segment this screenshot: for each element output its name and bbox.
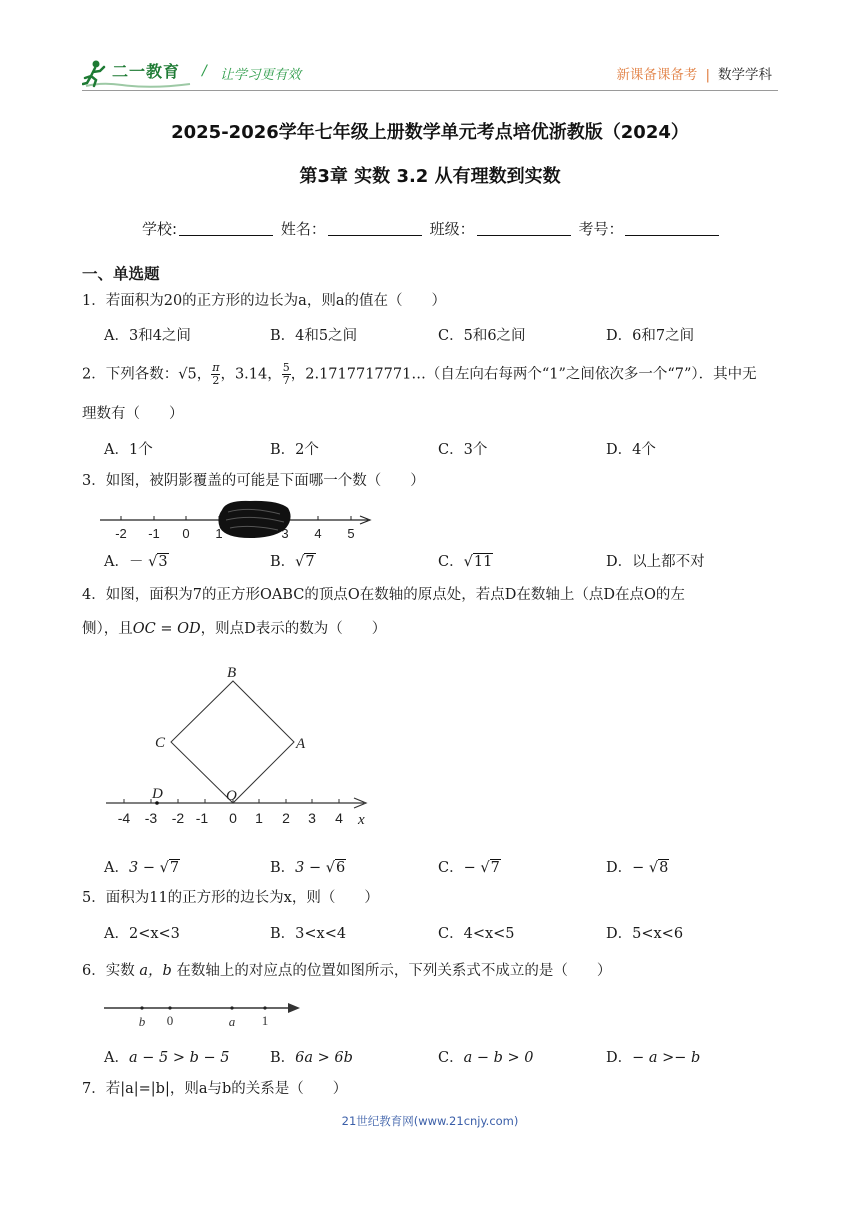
q6-point-b (140, 1006, 143, 1009)
q1-option-c: C．5和6之间 (438, 328, 526, 344)
q4-tick-label: 4 (335, 810, 343, 826)
logo-text: 二一教育 (112, 62, 181, 81)
q2-option-d: D．4个 (606, 442, 656, 458)
doc-title: 2025-2026学年七年级上册数学单元考点培优浙教版（2024） (171, 122, 689, 143)
q4-label-b: B (227, 665, 237, 681)
info-label-exam-no: 考号： (578, 220, 624, 238)
q2-prefix: 2．下列各数： (82, 366, 179, 383)
q5-option-d: D．5<x<6 (606, 926, 684, 942)
question-3-options (104, 550, 784, 572)
header-right (616, 63, 772, 83)
q2-decimal: 2.1717717771…（自左向右每两个“1”之间依次多一个“7”）．其中无 (305, 366, 757, 383)
question-2-stem: 2．下列各数：√5， $\frac{\pi}{2}$ ，3.14， $\frac{5}{7}$ ，2.1717717771…（自左向右每两个“1”之间依次多一个“7”）．其中无 (82, 361, 757, 387)
question-2-line2: 理数有（ ） (82, 406, 184, 422)
question-1-options (104, 324, 784, 346)
info-blank-name (328, 222, 422, 236)
q5-option-c: C．4<x<5 (438, 926, 515, 942)
question-4-line1: 4．如图，面积为7的正方形OABC的顶点O在数轴的原点处，若点D在数轴上（点D在点O的左 (82, 587, 685, 603)
student-info-row (142, 218, 722, 239)
q2-f-num: 5 (282, 361, 290, 374)
q6-point-a (230, 1006, 233, 1009)
header-divider: | (705, 67, 710, 83)
info-blank-class (477, 222, 571, 236)
q6-vars: a，b (139, 963, 172, 979)
question-4-options (104, 856, 784, 878)
info-label-name: 姓名： (280, 220, 326, 238)
q6-option-c: C．a − b > 0 (438, 1050, 534, 1066)
q4-tick-label: -4 (117, 810, 131, 826)
q4-tick-label: -1 (195, 810, 209, 826)
q2-sqrt5: √5 (178, 366, 197, 383)
q4-option-a: A．3 − √7 (104, 860, 180, 876)
doc-subtitle: 第3章 实数 3.2 从有理数到实数 (299, 166, 561, 187)
q2-option-b: B．2个 (270, 442, 319, 458)
q3-tick-label: -2 (115, 526, 127, 541)
q3-option-a: A．－ √3 (104, 554, 168, 570)
q6-label-a: a (228, 1014, 236, 1029)
q4-square-oabc (171, 681, 294, 803)
q4-tick-label: -3 (144, 810, 158, 826)
question-5-stem: 5．面积为11的正方形的边长为x，则（ ） (82, 890, 379, 906)
q4-option-c: C．− √7 (438, 860, 500, 876)
q1-option-a: A．3和4之间 (104, 328, 191, 344)
slogan: 让学习更有效 (220, 67, 301, 83)
info-blank-exam-no (625, 222, 719, 236)
q4-tick-label: 1 (255, 810, 263, 826)
header-tag: 新课备课备考 (616, 67, 698, 83)
q3-option-b: B．√7 (270, 554, 315, 570)
page-header (82, 52, 778, 92)
q3-option-c: C．√11 (438, 554, 493, 570)
header-subject: 数学学科 (718, 67, 772, 83)
q4-tick-label: -2 (171, 810, 185, 826)
q3-tick-label: 3 (281, 526, 289, 541)
q4-tick-label: 0 (229, 810, 237, 826)
q2-option-c: C．3个 (438, 442, 488, 458)
q6-option-a: A．a − 5 > b − 5 (104, 1050, 230, 1066)
q4-equation: OC = OD (132, 621, 201, 637)
q2-five-sevenths (282, 362, 291, 387)
page-footer: 21世纪教育网(www.21cnjy.com) (341, 1114, 519, 1128)
header-rule (82, 90, 778, 91)
q4-tick-label: 2 (282, 810, 290, 826)
q6-option-b: B．6a > 6b (270, 1050, 353, 1066)
q4-label-d: D (152, 786, 163, 802)
question-3-stem: 3．如图，被阴影覆盖的可能是下面哪一个数（ ） (82, 473, 425, 489)
q6-point-0 (168, 1006, 171, 1009)
q6-label-1: 1 (261, 1013, 269, 1028)
q6-label-0: 0 (166, 1013, 174, 1028)
q4-option-d: D．− √8 (606, 860, 669, 876)
q2-314: 3.14， (234, 366, 282, 383)
info-label-school: 学校: (142, 220, 178, 238)
question-6-options (104, 1046, 784, 1068)
q6-number-line (104, 996, 304, 1032)
q3-tick-label: -1 (148, 526, 160, 541)
q5-option-b: B．3<x<4 (270, 926, 347, 942)
question-7-stem: 7．若|a|=|b|，则a与b的关系是（ ） (82, 1081, 348, 1097)
info-blank-school (179, 222, 273, 236)
q1-option-b: B．4和5之间 (270, 328, 358, 344)
q6-point-1 (263, 1006, 266, 1009)
q4-label-o: O (226, 788, 237, 804)
q2-pi-over-2 (211, 362, 220, 387)
question-5-options (104, 922, 784, 944)
q1-option-d: D．6和7之间 (606, 328, 695, 344)
q6-axis-arrow (288, 1003, 300, 1013)
q6-option-d: D．− a >− b (606, 1050, 701, 1066)
q3-tick-label: 1 (215, 526, 223, 541)
q4-tick-label: 3 (308, 810, 316, 826)
question-2-options (104, 438, 784, 460)
slogan-separator: / (202, 63, 207, 79)
question-1-stem: 1．若面积为20的正方形的边长为a，则a的值在（ ） (82, 293, 446, 309)
q3-option-d: D．以上都不对 (606, 554, 705, 570)
info-label-class: 班级： (429, 220, 475, 238)
q2-pi-den: 2 (212, 374, 220, 387)
q3-tick-label: 5 (347, 526, 355, 541)
q4-label-x: x (358, 812, 365, 828)
q2-pi-num: π (212, 361, 220, 374)
section-heading: 一、单选题 (82, 265, 160, 283)
question-4-line2: 侧），且OC = OD，则点D表示的数为（ ） (82, 621, 387, 637)
q3-tick-label: 0 (182, 526, 190, 541)
q3-number-line (100, 498, 376, 544)
q3-tick-label: 4 (314, 526, 322, 541)
q5-option-a: A．2<x<3 (104, 926, 180, 942)
q4-option-b: B．3 − √6 (270, 860, 346, 876)
q4-label-a: A (296, 736, 306, 752)
q4-label-c: C (155, 735, 166, 751)
q2-option-a: A．1个 (104, 442, 153, 458)
question-6-stem: 6．实数 a，b 在数轴上的对应点的位置如图所示，下列关系式不成立的是（ ） (82, 963, 612, 979)
q2-f-den: 7 (282, 374, 290, 387)
q4-square-figure (102, 662, 378, 832)
q6-label-b: b (138, 1014, 146, 1029)
